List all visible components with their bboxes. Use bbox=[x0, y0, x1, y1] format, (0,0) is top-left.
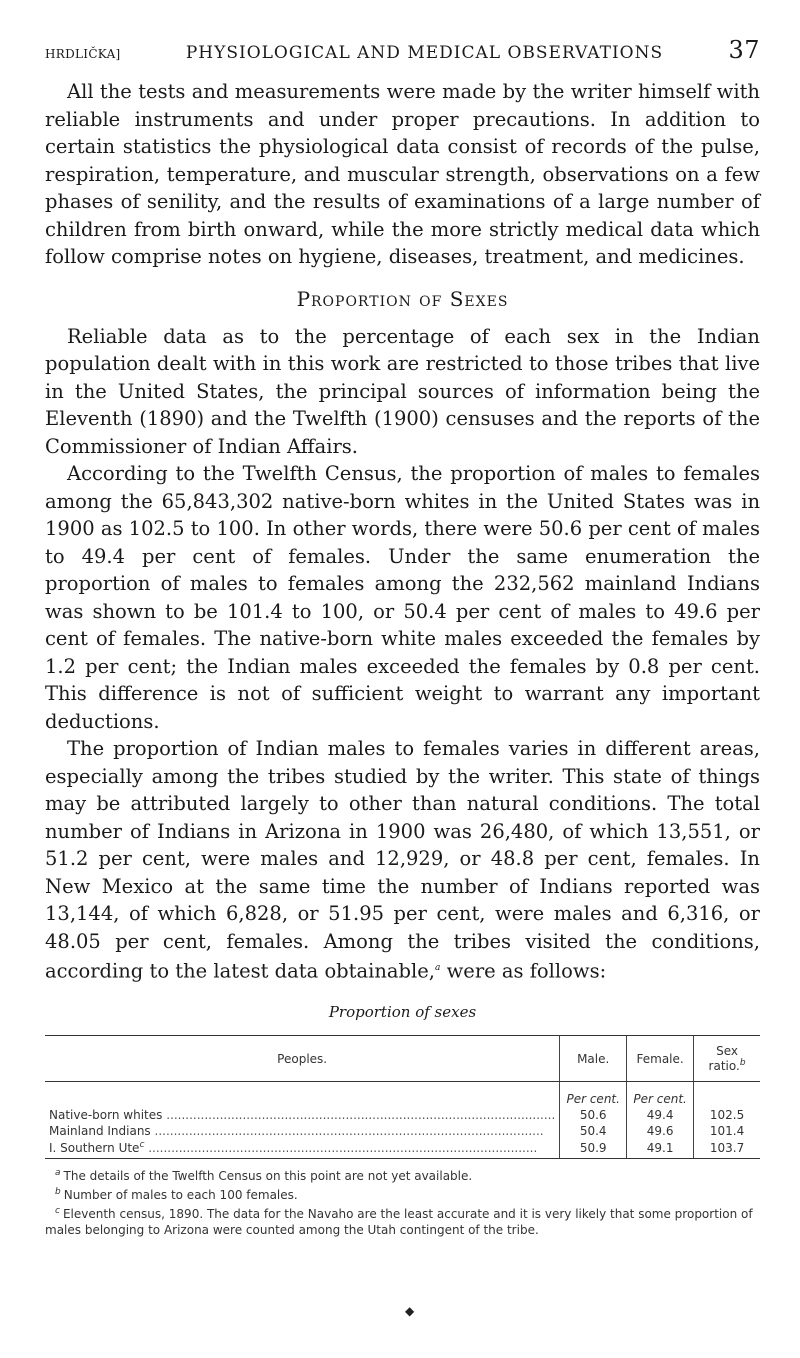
row-name bbox=[45, 1139, 560, 1159]
footnote bbox=[45, 1184, 760, 1203]
row-name bbox=[45, 1123, 560, 1139]
footnote-text: Number of males to each 100 females. bbox=[63, 1188, 298, 1202]
footnote-mark: a bbox=[55, 1168, 61, 1178]
row-name-text: Native-born whites bbox=[49, 1108, 163, 1122]
unit-ratio-empty bbox=[694, 1082, 760, 1108]
footnotes bbox=[45, 1165, 760, 1238]
table-header-row bbox=[45, 1036, 760, 1082]
paragraph-sources: Reliable data as to the percentage of each sex in the Indian population dealt with in this work are restricted to those tribes that live in the United States, the principal sources of information being the Eleventh (1890) and the Twelfth (1900) censuses and the reports of the Commissioner of Indian Affairs. bbox=[45, 324, 760, 458]
table-title: Proportion of sexes bbox=[328, 1003, 477, 1021]
unit-row bbox=[45, 1082, 760, 1108]
unit-cell-empty bbox=[45, 1082, 560, 1108]
header-ratio-label: Sex ratio. bbox=[708, 1044, 740, 1073]
row-female: 49.4 bbox=[627, 1107, 694, 1123]
row-male: 50.9 bbox=[560, 1139, 627, 1159]
header-peoples: Peoples. bbox=[45, 1036, 560, 1082]
row-male: 50.4 bbox=[560, 1123, 627, 1139]
header-ratio bbox=[694, 1036, 760, 1082]
row-female: 49.1 bbox=[627, 1139, 694, 1159]
header-male: Male. bbox=[560, 1036, 627, 1082]
footnote-mark: c bbox=[55, 1206, 60, 1216]
footnote-ref-c: c bbox=[139, 1140, 145, 1150]
document-page bbox=[45, 36, 760, 1238]
paragraph-areas-text: The proportion of Indian males to females varies in different areas, especially among the tribes studied by the writer. This state of things may be attributed largely to other than natural conditions. The total number of Indians in Arizona in 1900 was 26,480, of which 13,551, or 51.2 per cent, were males and 12,929, or 48.8 per cent, females. In New Mexico at the same time the number of Indians reported was 13,144, of which 6,828, or 51.95 per cent, were males and 6,316, or 48.05 per cent, females. Among the tribes visited the conditions, according to the latest data obtainable, bbox=[45, 737, 760, 983]
page-number: 37 bbox=[728, 36, 760, 64]
footnote-text: Eleventh census, 1890. The data for the Navaho are the least accurate and it is very likely that some proportion of males belonging to Arizona were counted among the Utah contingent of the tribe. bbox=[45, 1207, 753, 1237]
paragraph-census: According to the Twelfth Census, the proportion of males to females among the 65,843,302 native-born whites in the United States was in 1900 as 102.5 to 100. In other words, there were 50.6 per cent of males to 49.4 per cent of females. Under the same enumeration the proportion of males to females among the 232,562 mainland Indians was shown to be 101.4 to 100, or 50.4 per cent of males to 49.6 per cent of females. The native-born white males exceeded the females by 1.2 per cent; the Indian males exceeded the females by 0.8 per cent. This difference is not of sufficient weight to warrant any important deductions. bbox=[45, 462, 760, 733]
unit-male: Per cent. bbox=[560, 1082, 627, 1108]
row-male: 50.6 bbox=[560, 1107, 627, 1123]
row-ratio: 103.7 bbox=[694, 1139, 760, 1159]
row-name-text: I. Southern Ute bbox=[49, 1141, 140, 1155]
paragraph-areas-tail: were as follows: bbox=[440, 959, 607, 983]
footnote-text: The details of the Twelfth Census on this point are not yet available. bbox=[63, 1169, 473, 1183]
footnote-ref-a: a bbox=[435, 963, 441, 973]
running-head-author: HRDLIČKA] bbox=[45, 47, 121, 61]
row-name bbox=[45, 1107, 560, 1123]
footnote-mark: b bbox=[55, 1187, 61, 1197]
footnote bbox=[45, 1165, 760, 1184]
section-title: Proportion of Sexes bbox=[296, 286, 509, 311]
header-female: Female. bbox=[627, 1036, 694, 1082]
row-name-text: Mainland Indians bbox=[49, 1124, 151, 1138]
table-row bbox=[45, 1107, 760, 1123]
row-female: 49.6 bbox=[627, 1123, 694, 1139]
running-head bbox=[45, 36, 760, 64]
unit-female: Per cent. bbox=[627, 1082, 694, 1108]
table-row bbox=[45, 1123, 760, 1139]
row-ratio: 102.5 bbox=[694, 1107, 760, 1123]
table-row bbox=[45, 1139, 760, 1159]
intro-paragraph: All the tests and measurements were made by the writer himself with reliable instruments and under proper precautions. In addition to certain statistics the physiological data consist of records of the pulse, respiration, temperature, and muscular strength, observations on a few phases of senility, and the results of examinations of a large number of children from birth onward, while the more strictly medical data which follow comprise notes on hygiene, diseases, treatment, and medicines. bbox=[45, 80, 760, 268]
row-ratio: 101.4 bbox=[694, 1123, 760, 1139]
proportion-table bbox=[45, 1035, 760, 1159]
footnote-ref-b: b bbox=[739, 1058, 746, 1068]
footnote bbox=[45, 1203, 760, 1238]
running-head-title: PHYSIOLOGICAL AND MEDICAL OBSERVATIONS bbox=[185, 43, 664, 63]
paragraph-areas bbox=[45, 735, 760, 985]
printer-mark-icon: ◆ bbox=[405, 1304, 415, 1318]
